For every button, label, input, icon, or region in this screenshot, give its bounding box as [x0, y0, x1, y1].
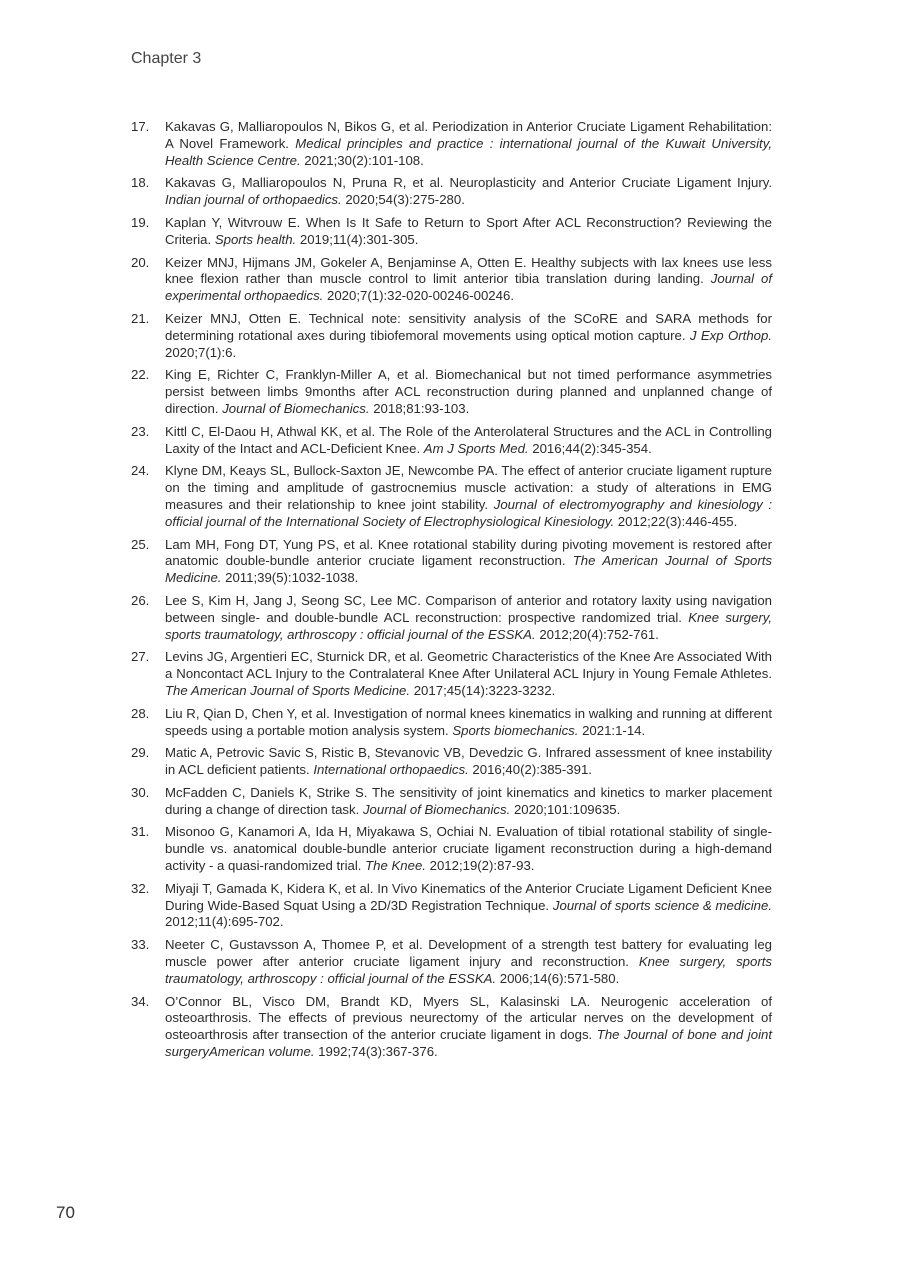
- reference-citation: 2021:1-14.: [578, 722, 646, 738]
- reference-journal: Journal of Biomechanics.: [362, 801, 511, 817]
- reference-citation: 2012;22(3):446-455.: [614, 513, 738, 529]
- reference-citation: 2020;7(1):6.: [165, 344, 237, 360]
- reference-citation: 2012;19(2):87-93.: [425, 858, 535, 874]
- reference-authors-title: Keizer MNJ, Otten E. Technical note: sensitivity analysis of the SCoRE and SARA methods for determining rotational axes during tibiofemoral movements using optical motion capture.: [165, 310, 772, 343]
- reference-authors-title: Kittl C, El-Daou H, Athwal KK, et al. The Role of the Anterolateral Structures and the ACL in Controlling Laxity of the Intact and ACL-Deficient Knee.: [165, 423, 772, 456]
- reference-number: 24.: [131, 463, 150, 479]
- reference-item: [131, 649, 772, 699]
- reference-citation: 2020;101:109635.: [510, 801, 621, 817]
- reference-journal: Indian journal of orthopaedics.: [165, 192, 342, 208]
- reference-citation: 2016;44(2):345-354.: [528, 440, 652, 456]
- reference-item: [131, 706, 772, 740]
- reference-citation: 2020;7(1):32-020-00246-00246.: [323, 288, 514, 304]
- reference-citation: 1992;74(3):367-376.: [314, 1044, 438, 1060]
- reference-authors-title: Miyaji T, Gamada K, Kidera K, et al. In Vivo Kinematics of the Anterior Cruciate Ligament Deficient Knee During Wide-Based Squat Using a 2D/3D Registration Technique.: [165, 880, 772, 913]
- reference-authors-title: Kakavas G, Malliaropoulos N, Bikos G, et al. Periodization in Anterior Cruciate Ligament Rehabilitation: A Novel Framework.: [165, 119, 772, 151]
- reference-item: [131, 745, 772, 779]
- reference-item: [131, 881, 772, 931]
- reference-journal: The American Journal of Sports Medicine.: [165, 553, 772, 586]
- reference-authors-title: Matic A, Petrovic Savic S, Ristic B, Stevanovic VB, Devedzic G. Infrared assessment of knee instability in ACL deficient patients.: [165, 745, 772, 778]
- reference-journal: The Journal of bone and joint surgeryAmerican volume.: [165, 1027, 772, 1060]
- reference-number: 26.: [131, 592, 150, 608]
- reference-journal: Knee surgery, sports traumatology, arthroscopy : official journal of the ESSKA.: [165, 954, 772, 986]
- reference-item: [131, 424, 772, 458]
- reference-journal: Sports biomechanics.: [452, 722, 579, 738]
- reference-citation: 2018;81:93-103.: [369, 400, 470, 416]
- reference-number: 22.: [131, 367, 150, 383]
- reference-citation: 2016;40(2):385-391.: [468, 762, 592, 778]
- reference-item: [131, 593, 772, 643]
- reference-authors-title: King E, Richter C, Franklyn-Miller A, et al. Biomechanical but not timed performance asymmetries persist between limbs 9months after ACL reconstruction during planned and unplanned change of direction.: [165, 367, 772, 416]
- reference-authors-title: Kakavas G, Malliaropoulos N, Pruna R, et al. Neuroplasticity and Anterior Cruciate Ligament Injury.: [165, 175, 772, 191]
- reference-number: 21.: [131, 310, 150, 326]
- reference-citation: 2011;39(5):1032-1038.: [221, 570, 359, 586]
- reference-journal: Journal of electromyography and kinesiology : official journal of the International Society of Electrophysiological Kinesiology.: [165, 496, 773, 529]
- reference-citation: 2006;14(6):571-580.: [496, 970, 620, 986]
- reference-item: [131, 119, 772, 169]
- reference-journal: Journal of sports science & medicine.: [552, 897, 773, 913]
- reference-citation: 2012;20(4):752-761.: [535, 626, 659, 642]
- reference-number: 23.: [131, 423, 150, 439]
- reference-journal: Knee surgery, sports traumatology, arthroscopy : official journal of the ESSKA.: [165, 609, 772, 642]
- reference-authors-title: Klyne DM, Keays SL, Bullock-Saxton JE, Newcombe PA. The effect of anterior cruciate ligament rupture on the timing and amplitude of gastrocnemius muscle activation: a study of alterations in EMG measures and their relationship to knee joint stability.: [165, 463, 772, 512]
- page-number: 70: [56, 1203, 75, 1222]
- reference-journal: The Knee.: [365, 858, 426, 874]
- reference-journal: Am J Sports Med.: [423, 440, 529, 456]
- reference-journal: The American Journal of Sports Medicine.: [165, 682, 411, 698]
- reference-number: 27.: [131, 649, 150, 665]
- reference-number: 31.: [131, 824, 150, 840]
- reference-number: 34.: [131, 993, 150, 1009]
- reference-authors-title: Keizer MNJ, Hijmans JM, Gokeler A, Benjaminse A, Otten E. Healthy subjects with lax knees use less knee flexion rather than muscle control to limit anterior tibia translation during landing.: [165, 254, 772, 287]
- reference-journal: J Exp Orthop.: [689, 327, 772, 343]
- reference-number: 30.: [131, 784, 150, 800]
- reference-item: [131, 367, 772, 417]
- reference-item: [131, 537, 772, 587]
- reference-number: 32.: [131, 880, 150, 896]
- reference-number: 33.: [131, 937, 150, 953]
- reference-item: [131, 994, 772, 1061]
- reference-journal: Medical principles and practice : international journal of the Kuwait University, Health Science Centre.: [165, 135, 772, 168]
- reference-item: [131, 785, 772, 819]
- reference-number: 29.: [131, 745, 150, 761]
- reference-citation: 2017;45(14):3223-3232.: [410, 682, 556, 698]
- reference-authors-title: O’Connor BL, Visco DM, Brandt KD, Myers SL, Kalasinski LA. Neurogenic acceleration of osteoarthrosis. The effects of previous neurectomy of the articular nerves on the development of osteoarthrosis after transection of the anterior cruciate ligament in dogs.: [165, 993, 772, 1043]
- reference-journal: Sports health.: [214, 231, 297, 247]
- reference-item: [131, 937, 772, 987]
- reference-authors-title: Levins JG, Argentieri EC, Sturnick DR, et al. Geometric Characteristics of the Knee Are Associated With a Noncontact ACL Injury to the Contralateral Knee After Unilateral ACL Injury in Young Female Athletes.: [165, 649, 772, 682]
- reference-citation: 2020;54(3):275-280.: [341, 192, 465, 208]
- reference-number: 28.: [131, 705, 150, 721]
- reference-item: [131, 215, 772, 249]
- reference-citation: 2021;30(2):101-108.: [300, 152, 424, 168]
- reference-authors-title: Neeter C, Gustavsson A, Thomee P, et al. Development of a strength test battery for evaluating leg muscle power after anterior cruciate ligament injury and reconstruction.: [165, 937, 772, 970]
- reference-item: [131, 463, 772, 530]
- reference-journal: Journal of Biomechanics.: [222, 400, 370, 416]
- reference-item: [131, 255, 772, 305]
- chapter-header: Chapter 3: [131, 50, 202, 67]
- reference-number: 25.: [131, 536, 150, 552]
- reference-citation: 2019;11(4):301-305.: [296, 231, 419, 247]
- reference-number: 18.: [131, 175, 150, 191]
- reference-citation: 2012;11(4):695-702.: [165, 914, 284, 930]
- reference-item: [131, 175, 772, 209]
- reference-authors-title: Kaplan Y, Witvrouw E. When Is It Safe to Return to Sport After ACL Reconstruction? Reviewing the Criteria.: [165, 214, 772, 247]
- reference-list: [131, 119, 772, 1067]
- reference-number: 17.: [131, 119, 150, 134]
- reference-journal: Journal of experimental orthopaedics.: [165, 271, 772, 304]
- reference-authors-title: Liu R, Qian D, Chen Y, et al. Investigation of normal knees kinematics in walking and running at different speeds using a portable motion analysis system.: [165, 705, 772, 738]
- reference-item: [131, 311, 772, 361]
- reference-authors-title: Misonoo G, Kanamori A, Ida H, Miyakawa S, Ochiai N. Evaluation of tibial rotational stability of single-bundle vs. anatomical double-bundle anterior cruciate ligament reconstruction during a high-demand activity - a quasi-randomized trial.: [165, 824, 772, 874]
- reference-number: 19.: [131, 214, 150, 230]
- reference-journal: International orthopaedics.: [313, 762, 469, 778]
- reference-authors-title: Lee S, Kim H, Jang J, Seong SC, Lee MC. Comparison of anterior and rotatory laxity using navigation between single- and double-bundle ACL reconstruction: prospective randomized trial.: [165, 592, 772, 625]
- reference-number: 20.: [131, 254, 150, 270]
- reference-authors-title: McFadden C, Daniels K, Strike S. The sensitivity of joint kinematics and kinetics to marker placement during a change of direction task.: [165, 784, 772, 817]
- reference-authors-title: Lam MH, Fong DT, Yung PS, et al. Knee rotational stability during pivoting movement is restored after anatomic double-bundle anterior cruciate ligament reconstruction.: [165, 536, 772, 569]
- reference-item: [131, 824, 772, 874]
